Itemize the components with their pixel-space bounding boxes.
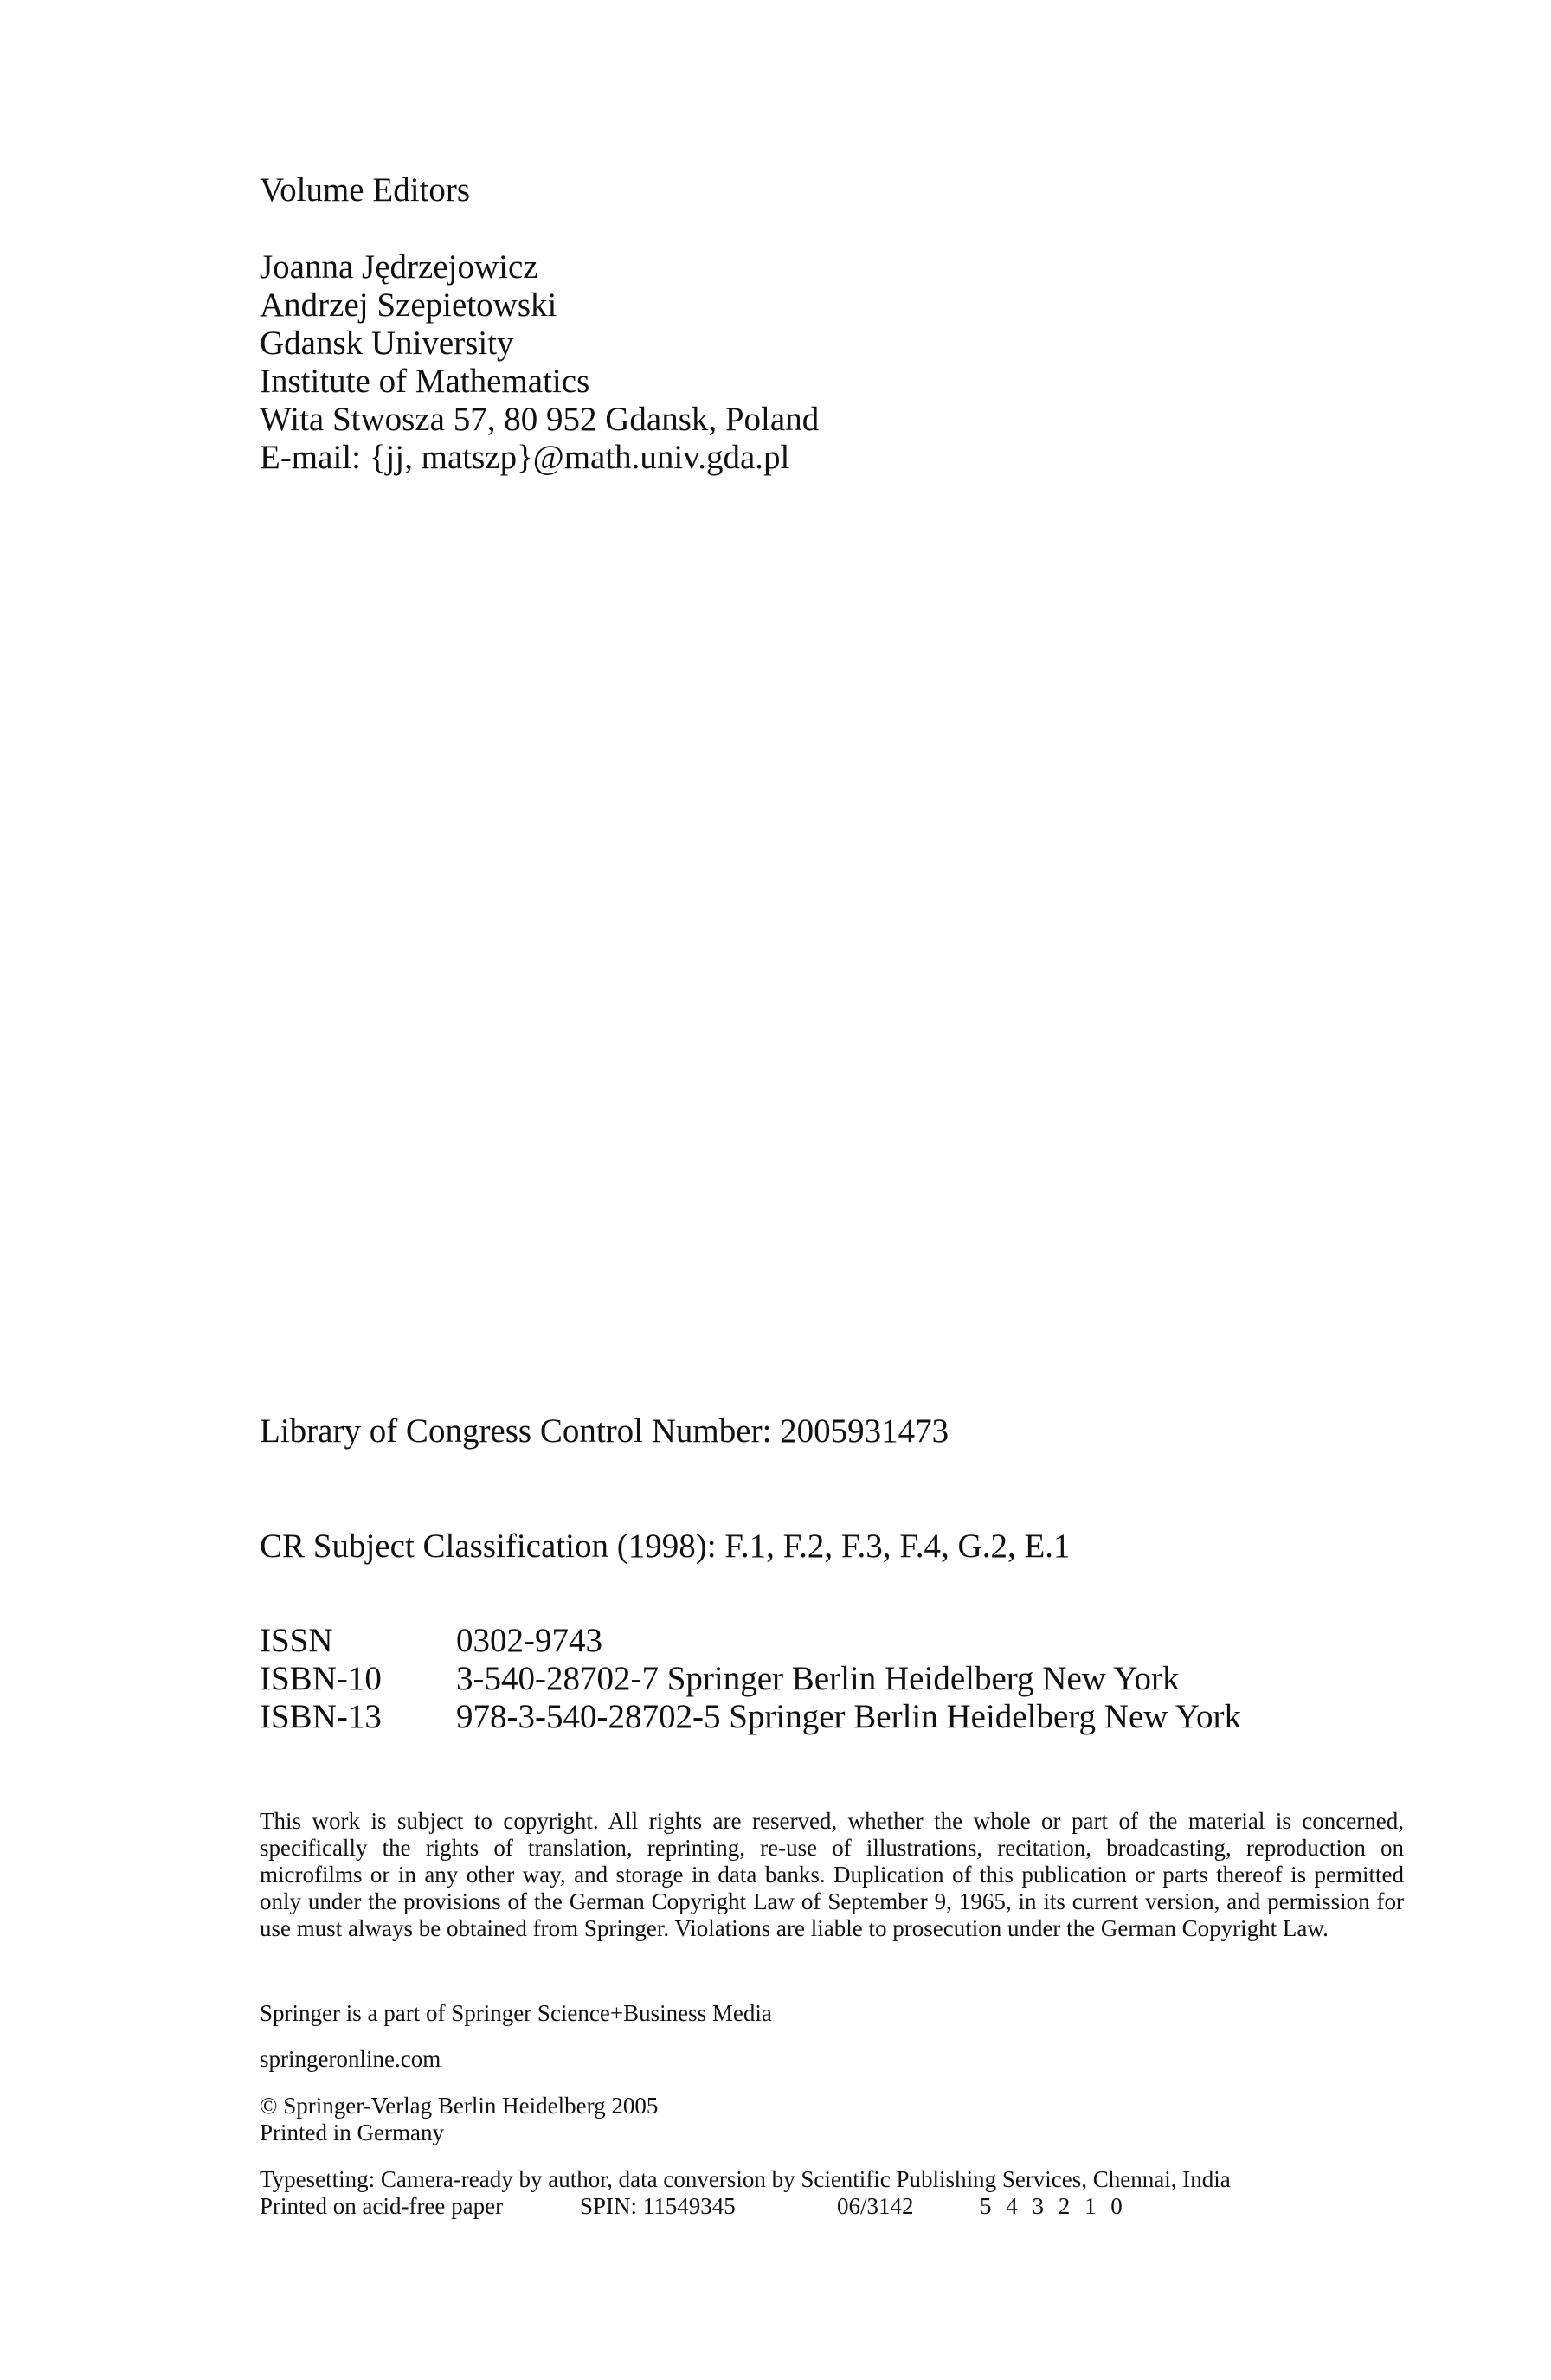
isbn10-value: 3-540-28702-7 Springer Berlin Heidelberg New York: [456, 1660, 1180, 1697]
editor-university: Gdansk University: [260, 325, 514, 362]
isbn13-row: [260, 1698, 1241, 1736]
print-run: 5 4 3 2 1 0: [980, 2193, 1127, 2219]
issn-label: ISSN: [260, 1622, 333, 1659]
editor-name-2: Andrzej Szepietowski: [260, 286, 557, 324]
cr-subject-classification: CR Subject Classification (1998): F.1, F.2, F.3, F.4, G.2, E.1: [260, 1528, 1071, 1565]
print-code: 06/3142: [837, 2193, 914, 2219]
typesetting-line: Typesetting: Camera-ready by author, data conversion by Scientific Publishing Services, Chennai, India: [260, 2166, 1231, 2192]
typesetting-block: [260, 2166, 1404, 2220]
isbn10-label: ISBN-10: [260, 1660, 382, 1697]
paper-info: Printed on acid-free paper: [260, 2193, 504, 2219]
copyright-notice: This work is subject to copyright. All rights are reserved, whether the whole or part of the material is concerned, specifically the rights of translation, reprinting, re-use of illustrations, recitation, broadcasting, reproduction on microfilms or in any other way, and storage in data banks. Duplication of this publication or parts thereof is permitted only under the provisions of the German Copyright Law of September 9, 1965, in its current version, and permission for use must always be obtained from Springer. Violations are liable to prosecution under the German Copyright Law.: [260, 1808, 1404, 1941]
springer-part-line: Springer is a part of Springer Science+Business Media: [260, 2000, 772, 2026]
website-line: springeronline.com: [260, 2046, 441, 2072]
spin-number: SPIN: 11549345: [580, 2193, 736, 2219]
identifiers-table: [260, 1622, 1241, 1736]
isbn10-row: [260, 1660, 1241, 1698]
isbn13-value: 978-3-540-28702-5 Springer Berlin Heidelberg New York: [456, 1698, 1241, 1735]
lccn-line: Library of Congress Control Number: 2005931473: [260, 1412, 949, 1450]
issn-row: [260, 1622, 1241, 1660]
isbn13-label: ISBN-13: [260, 1698, 382, 1735]
volume-editors-heading: Volume Editors: [260, 171, 471, 209]
copyright-block: [260, 2093, 1404, 2146]
editors-info: [260, 248, 819, 477]
editor-institute: Institute of Mathematics: [260, 363, 590, 400]
print-info-row: [260, 2193, 1404, 2220]
editor-address: Wita Stwosza 57, 80 952 Gdansk, Poland: [260, 401, 820, 438]
issn-value: 0302-9743: [456, 1622, 602, 1659]
printed-in-line: Printed in Germany: [260, 2119, 444, 2145]
copyright-line: © Springer-Verlag Berlin Heidelberg 2005: [260, 2093, 659, 2119]
editor-email: E-mail: {jj, matszp}@math.univ.gda.pl: [260, 439, 790, 476]
editor-name-1: Joanna Jędrzejowicz: [260, 248, 538, 286]
